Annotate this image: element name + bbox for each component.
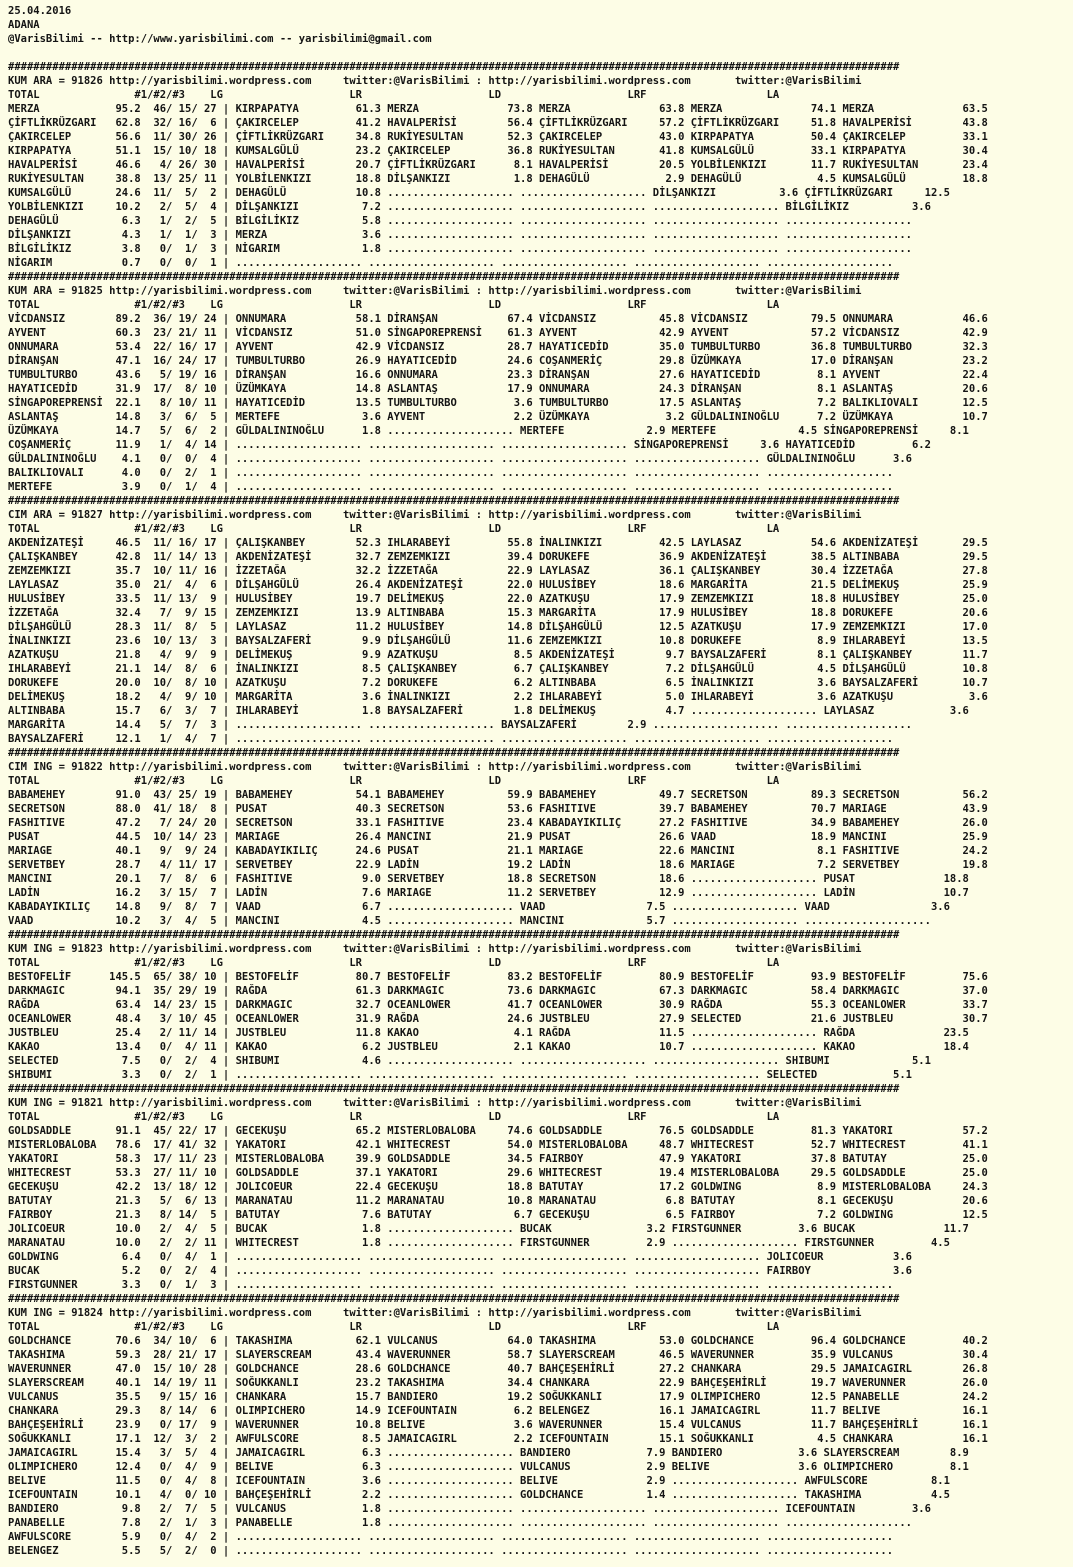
report-line: OCEANLOWER 48.4 3/ 10/ 45 | OCEANLOWER 31.9 RAĞDA 24.6 JUSTBLEU 27.9 SELECTED 21.6 JUSTBLEU 30.7 — [8, 1013, 988, 1025]
report-line: KUM ARA = 91825 http://yarisbilimi.wordpress.com twitter:@VarisBilimi : http://yarisbilimi.wordpress.com twitter:@VarisBilimi — [8, 285, 862, 297]
report-line: SHIBUMI 3.3 0/ 2/ 1 | .................... .................... .................... .................... SELECTED 5.1 — [8, 1069, 912, 1081]
report-line: KUM ING = 91824 http://yarisbilimi.wordpress.com twitter:@VarisBilimi : http://yarisbilimi.wordpress.com twitter:@VarisBilimi — [8, 1307, 862, 1319]
report-line: SİNGAPOREPRENSİ 22.1 8/ 10/ 11 | HAYATICEDİD 13.5 TUMBULTURBO 3.6 TUMBULTURBO 17.5 ASLANTAŞ 7.2 BALIKLIOVALI 12.5 — [8, 397, 988, 409]
report-line: BESTOFELİF 145.5 65/ 38/ 10 | BESTOFELİF 80.7 BESTOFELİF 83.2 BESTOFELİF 80.9 BESTOFELİF 93.9 BESTOFELİF 75.6 — [8, 971, 988, 983]
report-line: CHANKARA 29.3 8/ 14/ 6 | OLIMPICHERO 14.9 ICEFOUNTAIN 6.2 BELENGEZ 16.1 JAMAICAGIRL 11.7 BELIVE 16.1 — [8, 1405, 988, 1417]
report-line: BATUTAY 21.3 5/ 6/ 13 | MARANATAU 11.2 MARANATAU 10.8 MARANATAU 6.8 BATUTAY 8.1 GECEKUŞU 20.6 — [8, 1195, 988, 1207]
report-line: DİLŞANKIZI 4.3 1/ 1/ 3 | MERZA 3.6 .................... .................... .................... .................... — [8, 229, 912, 241]
report-line: KIRPAPATYA 51.1 15/ 10/ 18 | KUMSALGÜLÜ 23.2 ÇAKIRCELEP 36.8 RUKİYESULTAN 41.8 KUMSALGÜLÜ 33.1 KIRPAPATYA 30.4 — [8, 145, 988, 157]
report-line: KUM ING = 91823 http://yarisbilimi.wordpress.com twitter:@VarisBilimi : http://yarisbilimi.wordpress.com twitter:@VarisBilimi — [8, 943, 862, 955]
report-line: LAYLASAZ 35.0 21/ 4/ 6 | DİLŞAHGÜLÜ 26.4 AKDENİZATEŞİ 22.0 HULUSİBEY 18.6 MARGARİTA 21.5 DELİMEKUŞ 25.9 — [8, 579, 988, 591]
report-line: TOTAL #1/#2/#3 LG LR LD LRF LA — [8, 299, 780, 311]
report-line: PANABELLE 7.8 2/ 1/ 3 | PANABELLE 1.8 .................... .................... .................... .................... — [8, 1517, 912, 1529]
report-line: OLIMPICHERO 12.4 0/ 4/ 9 | BELIVE 6.3 .................... VULCANUS 2.9 BELIVE 3.6 OLIMPICHERO 8.1 — [8, 1461, 969, 1473]
report-line: DORUKEFE 20.0 10/ 8/ 10 | AZATKUŞU 7.2 DORUKEFE 6.2 ALTINBABA 6.5 İNALINKIZI 3.6 BAYSALZAFERİ 10.7 — [8, 677, 988, 689]
report-line: IHLARABEYİ 21.1 14/ 8/ 6 | İNALINKIZI 8.5 ÇALIŞKANBEY 6.7 ÇALIŞKANBEY 7.2 DİLŞAHGÜLÜ 4.5 DİLŞAHGÜLÜ 10.8 — [8, 663, 988, 675]
report-line: COŞANMERİÇ 11.9 1/ 4/ 14 | .................... .................... .................... SİNGAPOREPRENSİ 3.6 HAYATICEDİD 6.2 — [8, 439, 931, 451]
report-line: BUCAK 5.2 0/ 2/ 4 | .................... .................... .................... .................... FAIRBOY 3.6 — [8, 1265, 912, 1277]
report-line: BELENGEZ 5.5 5/ 2/ 0 | .................... .................... .................... .................... .................... — [8, 1545, 894, 1557]
report-line: YAKATORI 58.3 17/ 11/ 23 | MISTERLOBALOBA 39.9 GOLDSADDLE 34.5 FAIRBOY 47.9 YAKATORI 37.8 BATUTAY 25.0 — [8, 1153, 988, 1165]
report-line: KABADAYIKILIÇ 14.8 9/ 8/ 7 | VAAD 6.7 .................... VAAD 7.5 .................... VAAD 3.6 — [8, 901, 950, 913]
report-line: FASHITIVE 47.2 7/ 24/ 20 | SECRETSON 33.1 FASHITIVE 23.4 KABADAYIKILIÇ 27.2 FASHITIVE 34.9 BABAMEHEY 26.0 — [8, 817, 988, 829]
report-line: NİGARIM 0.7 0/ 0/ 1 | .................... .................... .................... .................... .................... — [8, 257, 894, 269]
report-line: DELİMEKUŞ 18.2 4/ 9/ 10 | MARGARİTA 3.6 İNALINKIZI 2.2 IHLARABEYİ 5.0 IHLARABEYİ 3.6 AZATKUŞU 3.6 — [8, 691, 988, 703]
report-line: WAVERUNNER 47.0 15/ 10/ 28 | GOLDCHANCE 28.6 GOLDCHANCE 40.7 BAHÇEŞEHİRLİ 27.2 CHANKARA 29.5 JAMAICAGIRL 26.8 — [8, 1363, 988, 1375]
report-line: RUKİYESULTAN 38.8 13/ 25/ 11 | YOLBİLENKIZI 18.8 DİLŞANKIZI 1.8 DEHAGÜLÜ 2.9 DEHAGÜLÜ 4.5 KUMSALGÜLÜ 18.8 — [8, 173, 988, 185]
report-line: MARANATAU 10.0 2/ 2/ 11 | WHITECREST 1.8 .................... FIRSTGUNNER 2.9 .................... FIRSTGUNNER 4.5 — [8, 1237, 950, 1249]
report-line: MISTERLOBALOBA 78.6 17/ 41/ 32 | YAKATORI 42.1 WHITECREST 54.0 MISTERLOBALOBA 48.7 WHITECREST 52.7 WHITECREST 41.1 — [8, 1139, 988, 1151]
report-line: GECEKUŞU 42.2 13/ 18/ 12 | JOLICOEUR 22.4 GECEKUŞU 18.8 BATUTAY 17.2 GOLDWING 8.9 MISTERLOBALOBA 24.3 — [8, 1181, 988, 1193]
report-line: WHITECREST 53.3 27/ 11/ 10 | GOLDSADDLE 37.1 YAKATORI 29.6 WHITECREST 19.4 MISTERLOBALOBA 29.5 GOLDSADDLE 25.0 — [8, 1167, 988, 1179]
report-line: SELECTED 7.5 0/ 2/ 4 | SHIBUMI 4.6 .................... .................... .................... SHIBUMI 5.1 — [8, 1055, 931, 1067]
report-line: ############################################################################################################################################# — [8, 495, 900, 507]
report-line: KAKAO 13.4 0/ 4/ 11 | KAKAO 6.2 JUSTBLEU 2.1 KAKAO 10.7 .................... KAKAO 18.4 — [8, 1041, 969, 1053]
report-line: ZEMZEMKIZI 35.7 10/ 11/ 16 | İZZETAĞA 32.2 İZZETAĞA 22.9 LAYLASAZ 36.1 ÇALIŞKANBEY 30.4 İZZETAĞA 27.8 — [8, 565, 988, 577]
report-line: ICEFOUNTAIN 10.1 4/ 0/ 10 | BAHÇEŞEHİRLİ 2.2 .................... GOLDCHANCE 1.4 .................... TAKASHIMA 4.5 — [8, 1489, 950, 1501]
report-line: HAVALPERİSİ 46.6 4/ 26/ 30 | HAVALPERİSİ 20.7 ÇİFTLİKRÜZGARI 8.1 HAVALPERİSİ 20.5 YOLBİLENKIZI 11.7 RUKİYESULTAN 23.4 — [8, 159, 988, 171]
report-line: BELIVE 11.5 0/ 4/ 8 | ICEFOUNTAIN 3.6 .................... BELIVE 2.9 .................... AWFULSCORE 8.1 — [8, 1475, 950, 1487]
report-line: JUSTBLEU 25.4 2/ 11/ 14 | JUSTBLEU 11.8 KAKAO 4.1 RAĞDA 11.5 .................... RAĞDA 23.5 — [8, 1027, 969, 1039]
report-body — [8, 60, 1073, 1558]
report-line: MANCINI 20.1 7/ 8/ 6 | FASHITIVE 9.0 SERVETBEY 18.8 SECRETSON 18.6 .................... PUSAT 18.8 — [8, 873, 969, 885]
report-line: BİLGİLİKIZ 3.8 0/ 1/ 3 | NİGARIM 1.8 .................... .................... .................... .................... — [8, 243, 912, 255]
report-line: BAHÇEŞEHİRLİ 23.9 0/ 17/ 9 | WAVERUNNER 10.8 BELIVE 3.6 WAVERUNNER 15.4 VULCANUS 11.7 BAHÇEŞEHİRLİ 16.1 — [8, 1419, 988, 1431]
report-line: JOLICOEUR 10.0 2/ 4/ 5 | BUCAK 1.8 .................... BUCAK 3.2 FIRSTGUNNER 3.6 BUCAK 11.7 — [8, 1223, 969, 1235]
report-line: JAMAICAGIRL 15.4 3/ 5/ 4 | JAMAICAGIRL 6.3 .................... BANDIERO 7.9 BANDIERO 3.6 SLAYERSCREAM 8.9 — [8, 1447, 969, 1459]
report-line: ############################################################################################################################################# — [8, 1293, 900, 1305]
report-line: TOTAL #1/#2/#3 LG LR LD LRF LA — [8, 523, 780, 535]
report-line: KUM ARA = 91826 http://yarisbilimi.wordpress.com twitter:@VarisBilimi : http://yarisbilimi.wordpress.com twitter:@VarisBilimi — [8, 75, 862, 87]
report-line: DİLŞAHGÜLÜ 28.3 11/ 8/ 5 | LAYLASAZ 11.2 HULUSİBEY 14.8 DİLŞAHGÜLÜ 12.5 AZATKUŞU 17.9 ZEMZEMKIZI 17.0 — [8, 621, 988, 633]
report-line: ASLANTAŞ 14.8 3/ 6/ 5 | MERTEFE 3.6 AYVENT 2.2 ÜZÜMKAYA 3.2 GÜLDALININOĞLU 7.2 ÜZÜMKAYA 10.7 — [8, 411, 988, 423]
report-line: FIRSTGUNNER 3.3 0/ 1/ 3 | .................... .................... .................... .................... .................... — [8, 1279, 894, 1291]
report-line: RAĞDA 63.4 14/ 23/ 15 | DARKMAGIC 32.7 OCEANLOWER 41.7 OCEANLOWER 30.9 RAĞDA 55.3 OCEANLOWER 33.7 — [8, 999, 988, 1011]
report-line: SERVETBEY 28.7 4/ 11/ 17 | SERVETBEY 22.9 LADİN 19.2 LADİN 18.6 MARIAGE 7.2 SERVETBEY 19.8 — [8, 859, 988, 871]
report-line: İZZETAĞA 32.4 7/ 9/ 15 | ZEMZEMKIZI 13.9 ALTINBABA 15.3 MARGARİTA 17.9 HULUSİBEY 18.8 DORUKEFE 20.6 — [8, 607, 988, 619]
report-line: TOTAL #1/#2/#3 LG LR LD LRF LA — [8, 89, 780, 101]
report-line: AYVENT 60.3 23/ 21/ 11 | VİCDANSIZ 51.0 SİNGAPOREPRENSİ 61.3 AYVENT 42.9 AYVENT 57.2 VİCDANSIZ 42.9 — [8, 327, 988, 339]
report-line: AKDENİZATEŞİ 46.5 11/ 16/ 17 | ÇALIŞKANBEY 52.3 IHLARABEYİ 55.8 İNALINKIZI 42.5 LAYLASAZ 54.6 AKDENİZATEŞİ 29.5 — [8, 537, 988, 549]
report-line: İNALINKIZI 23.6 10/ 13/ 3 | BAYSALZAFERİ 9.9 DİLŞAHGÜLÜ 11.6 ZEMZEMKIZI 10.8 DORUKEFE 8.9 IHLARABEYİ 13.5 — [8, 635, 988, 647]
report-line: GOLDWING 6.4 0/ 4/ 1 | .................... .................... .................... .................... JOLICOEUR 3.6 — [8, 1251, 912, 1263]
report-line: SLAYERSCREAM 40.1 14/ 19/ 11 | SOĞUKKANLI 23.2 TAKASHIMA 34.4 CHANKARA 22.9 BAHÇEŞEHİRLİ 19.7 WAVERUNNER 26.0 — [8, 1377, 988, 1389]
report-line: SECRETSON 88.0 41/ 18/ 8 | PUSAT 40.3 SECRETSON 53.6 FASHITIVE 39.7 BABAMEHEY 70.7 MARIAGE 43.9 — [8, 803, 988, 815]
report-line: DİRANŞAN 47.1 16/ 24/ 17 | TUMBULTURBO 26.9 HAYATICEDİD 24.6 COŞANMERİÇ 29.8 ÜZÜMKAYA 17.0 DİRANŞAN 23.2 — [8, 355, 988, 367]
report-line: GÜLDALININOĞLU 4.1 0/ 0/ 4 | .................... .................... .................... .................... GÜLDALININOĞLU 3.6 — [8, 453, 912, 465]
report-line: BABAMEHEY 91.0 43/ 25/ 19 | BABAMEHEY 54.1 BABAMEHEY 59.9 BABAMEHEY 49.7 SECRETSON 89.3 SECRETSON 56.2 — [8, 789, 988, 801]
report-line: PUSAT 44.5 10/ 14/ 23 | MARIAGE 26.4 MANCINI 21.9 PUSAT 26.6 VAAD 18.9 MANCINI 25.9 — [8, 831, 988, 843]
report-line: TAKASHIMA 59.3 28/ 21/ 17 | SLAYERSCREAM 43.4 WAVERUNNER 58.7 SLAYERSCREAM 46.5 WAVERUNNER 35.9 VULCANUS 30.4 — [8, 1349, 988, 1361]
report-line: AWFULSCORE 5.9 0/ 4/ 2 | .................... .................... .................... .................... .................... — [8, 1531, 894, 1543]
report-line: BANDIERO 9.8 2/ 7/ 5 | VULCANUS 1.8 .................... .................... .................... ICEFOUNTAIN 3.6 — [8, 1503, 931, 1515]
report-line: HAYATICEDİD 31.9 17/ 8/ 10 | ÜZÜMKAYA 14.8 ASLANTAŞ 17.9 ONNUMARA 24.3 DİRANŞAN 8.1 ASLANTAŞ 20.6 — [8, 383, 988, 395]
report-line: ONNUMARA 53.4 22/ 16/ 17 | AYVENT 42.9 VİCDANSIZ 28.7 HAYATICEDİD 35.0 TUMBULTURBO 36.8 TUMBULTURBO 32.3 — [8, 341, 988, 353]
report-line: DEHAGÜLÜ 6.3 1/ 2/ 5 | BİLGİLİKIZ 5.8 .................... .................... .................... .................... — [8, 215, 912, 227]
report-line: ÇİFTLİKRÜZGARI 62.8 32/ 16/ 6 | ÇAKIRCELEP 41.2 HAVALPERİSİ 56.4 ÇİFTLİKRÜZGARI 57.2 ÇİFTLİKRÜZGARI 51.8 HAVALPERİSİ 43.8 — [8, 117, 988, 129]
report-line: AZATKUŞU 21.8 4/ 9/ 9 | DELİMEKUŞ 9.9 AZATKUŞU 8.5 AKDENİZATEŞİ 9.7 BAYSALZAFERİ 8.1 ÇALIŞKANBEY 11.7 — [8, 649, 988, 661]
report-line: VAAD 10.2 3/ 4/ 5 | MANCINI 4.5 .................... MANCINI 5.7 .................... .................... — [8, 915, 931, 927]
report-contact: @VarisBilimi -- http://www.yarisbilimi.com -- yarisbilimi@gmail.com — [8, 33, 432, 45]
report-line: TOTAL #1/#2/#3 LG LR LD LRF LA — [8, 775, 780, 787]
report-line: ÜZÜMKAYA 14.7 5/ 6/ 2 | GÜLDALININOĞLU 1.8 .................... MERTEFE 2.9 MERTEFE 4.5 SİNGAPOREPRENSİ 8.1 — [8, 425, 969, 437]
report-line: SOĞUKKANLI 17.1 12/ 3/ 2 | AWFULSCORE 8.5 JAMAICAGIRL 2.2 ICEFOUNTAIN 15.1 SOĞUKKANLI 4.5 CHANKARA 16.1 — [8, 1433, 988, 1445]
report-line: VULCANUS 35.5 9/ 15/ 16 | CHANKARA 15.7 BANDIERO 19.2 SOĞUKKANLI 17.9 OLIMPICHERO 12.5 PANABELLE 24.2 — [8, 1391, 988, 1403]
report-line: CIM ARA = 91827 http://yarisbilimi.wordpress.com twitter:@VarisBilimi : http://yarisbilimi.wordpress.com twitter:@VarisBilimi — [8, 509, 862, 521]
report-line: HULUSİBEY 33.5 11/ 13/ 9 | HULUSİBEY 19.7 DELİMEKUŞ 22.0 AZATKUŞU 17.9 ZEMZEMKIZI 18.8 HULUSİBEY 25.0 — [8, 593, 988, 605]
report-line: GOLDSADDLE 91.1 45/ 22/ 17 | GECEKUŞU 65.2 MISTERLOBALOBA 74.6 GOLDSADDLE 76.5 GOLDSADDLE 81.3 YAKATORI 57.2 — [8, 1125, 988, 1137]
report-date: 25.04.2016 — [8, 5, 72, 17]
report-line: TOTAL #1/#2/#3 LG LR LD LRF LA — [8, 1111, 780, 1123]
blank-line — [8, 46, 1073, 60]
report-city: ADANA — [8, 19, 40, 31]
report-line: FAIRBOY 21.3 8/ 14/ 5 | BATUTAY 7.6 BATUTAY 6.7 GECEKUŞU 6.5 FAIRBOY 7.2 GOLDWING 12.5 — [8, 1209, 988, 1221]
report-line: BAYSALZAFERİ 12.1 1/ 4/ 7 | .................... .................... .................... .................... .................... — [8, 733, 894, 745]
report-line: TUMBULTURBO 43.6 5/ 19/ 16 | DİRANŞAN 16.6 ONNUMARA 23.3 DİRANŞAN 27.6 HAYATICEDİD 8.1 AYVENT 22.4 — [8, 369, 988, 381]
report-line: VİCDANSIZ 89.2 36/ 19/ 24 | ONNUMARA 58.1 DİRANŞAN 67.4 VİCDANSIZ 45.8 VİCDANSIZ 79.5 ONNUMARA 46.6 — [8, 313, 988, 325]
report-line: ############################################################################################################################################# — [8, 929, 900, 941]
report-line: YOLBİLENKIZI 10.2 2/ 5/ 4 | DİLŞANKIZI 7.2 .................... .................... .................... BİLGİLİKIZ 3.6 — [8, 201, 931, 213]
report-line: TOTAL #1/#2/#3 LG LR LD LRF LA — [8, 1321, 780, 1333]
report-line: LADİN 16.2 3/ 15/ 7 | LADİN 7.6 MARIAGE 11.2 SERVETBEY 12.9 .................... LADİN 10.7 — [8, 887, 969, 899]
report-line: ############################################################################################################################################# — [8, 1083, 900, 1095]
report-line: MERTEFE 3.9 0/ 1/ 4 | .................... .................... .................... .................... .................... — [8, 481, 894, 493]
report-line: KUMSALGÜLÜ 24.6 11/ 5/ 2 | DEHAGÜLÜ 10.8 .................... .................... DİLŞANKIZI 3.6 ÇİFTLİKRÜZGARI 12.5 — [8, 187, 950, 199]
report-line: MERZA 95.2 46/ 15/ 27 | KIRPAPATYA 61.3 MERZA 73.8 MERZA 63.8 MERZA 74.1 MERZA 63.5 — [8, 103, 988, 115]
report-line: ############################################################################################################################################# — [8, 61, 900, 73]
report-line: BALIKLIOVALI 4.0 0/ 2/ 1 | .................... .................... .................... .................... .................... — [8, 467, 894, 479]
report-line: TOTAL #1/#2/#3 LG LR LD LRF LA — [8, 957, 780, 969]
report-line: MARGARİTA 14.4 5/ 7/ 3 | .................... .................... BAYSALZAFERİ 2.9 .................... .................... — [8, 719, 912, 731]
report-line: KUM ING = 91821 http://yarisbilimi.wordpress.com twitter:@VarisBilimi : http://yarisbilimi.wordpress.com twitter:@VarisBilimi — [8, 1097, 862, 1109]
report-line: CIM ING = 91822 http://yarisbilimi.wordpress.com twitter:@VarisBilimi : http://yarisbilimi.wordpress.com twitter:@VarisBilimi — [8, 761, 862, 773]
report-line: ALTINBABA 15.7 6/ 3/ 7 | IHLARABEYİ 1.8 BAYSALZAFERİ 1.8 DELİMEKUŞ 4.7 .................... LAYLASAZ 3.6 — [8, 705, 969, 717]
report-line: DARKMAGIC 94.1 35/ 29/ 19 | RAĞDA 61.3 DARKMAGIC 73.6 DARKMAGIC 67.3 DARKMAGIC 58.4 DARKMAGIC 37.0 — [8, 985, 988, 997]
report-line: ÇALIŞKANBEY 42.8 11/ 14/ 13 | AKDENİZATEŞİ 32.7 ZEMZEMKIZI 39.4 DORUKEFE 36.9 AKDENİZATEŞİ 38.5 ALTINBABA 29.5 — [8, 551, 988, 563]
report-line: GOLDCHANCE 70.6 34/ 10/ 6 | TAKASHIMA 62.1 VULCANUS 64.0 TAKASHIMA 53.0 GOLDCHANCE 96.4 GOLDCHANCE 40.2 — [8, 1335, 988, 1347]
report-line: ############################################################################################################################################# — [8, 271, 900, 283]
report-line: MARIAGE 40.1 9/ 9/ 24 | KABADAYIKILIÇ 24.6 PUSAT 21.1 MARIAGE 22.6 MANCINI 8.1 FASHITIVE 24.2 — [8, 845, 988, 857]
report-line: ############################################################################################################################################# — [8, 747, 900, 759]
report-line: ÇAKIRCELEP 56.6 11/ 30/ 26 | ÇİFTLİKRÜZGARI 34.8 RUKİYESULTAN 52.3 ÇAKIRCELEP 43.0 KIRPAPATYA 50.4 ÇAKIRCELEP 33.1 — [8, 131, 988, 143]
